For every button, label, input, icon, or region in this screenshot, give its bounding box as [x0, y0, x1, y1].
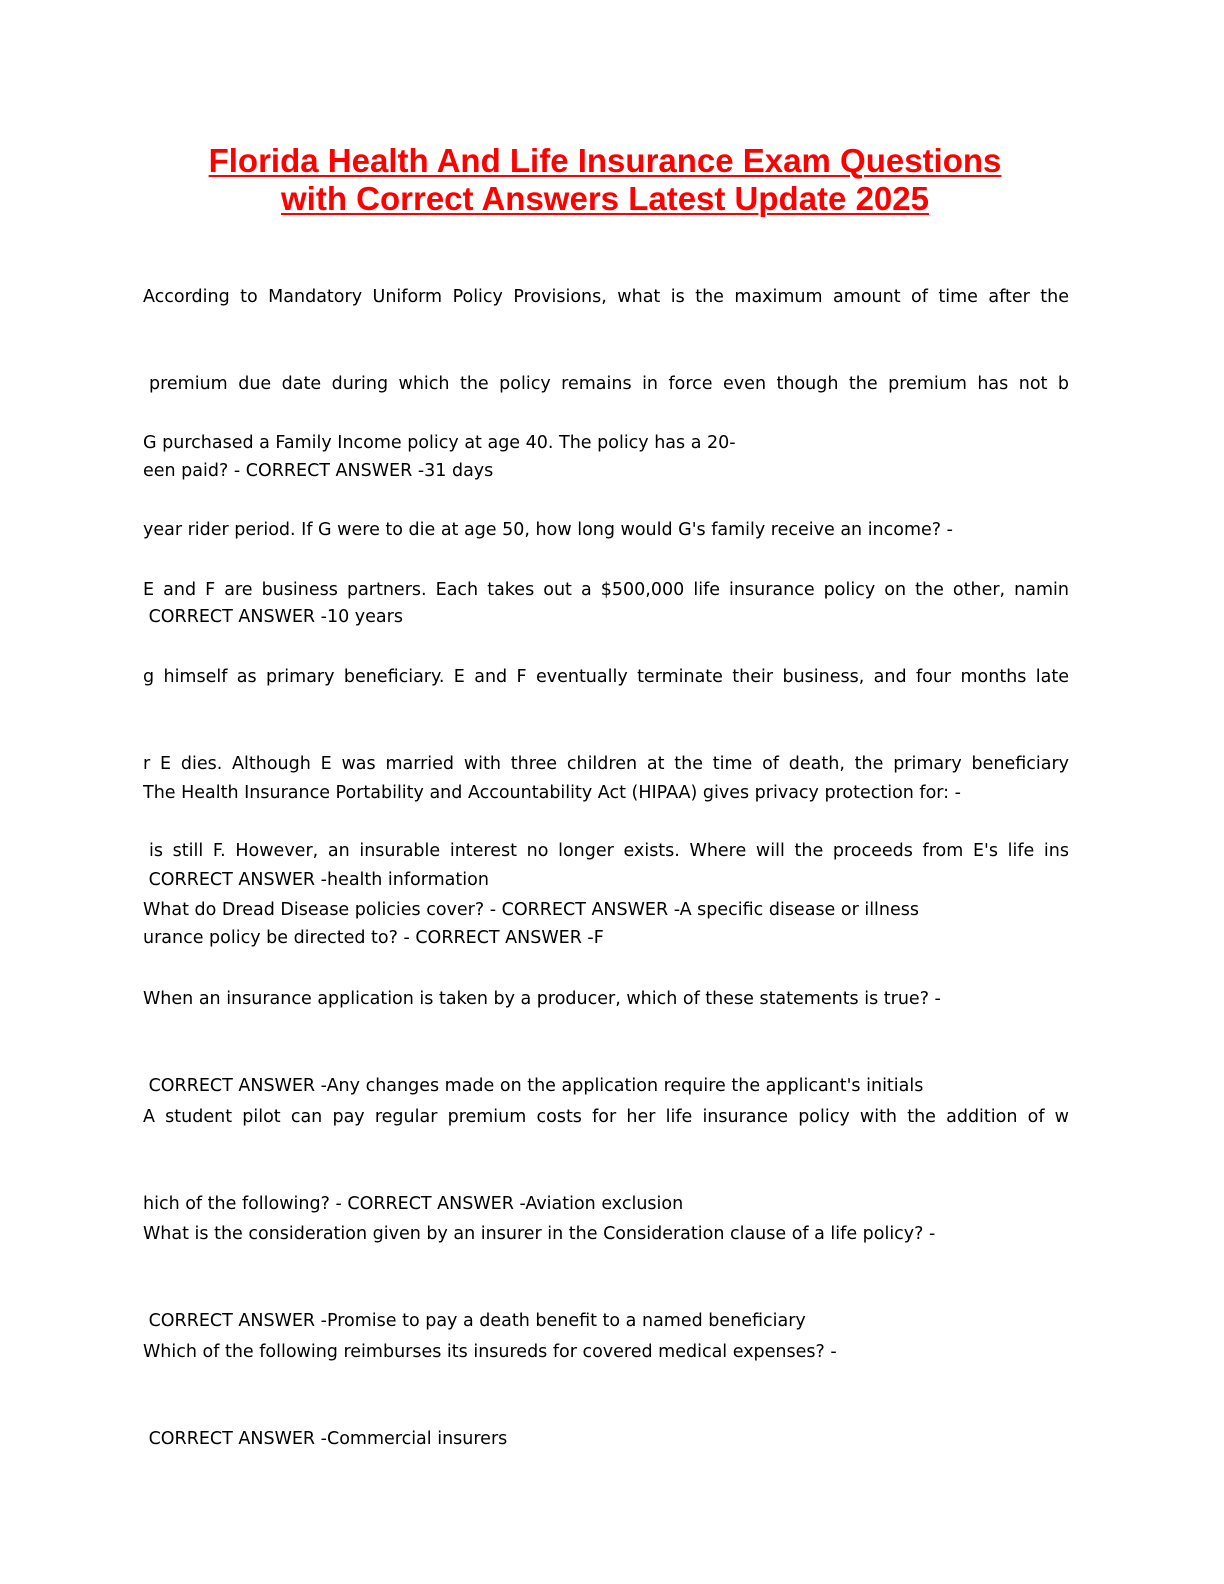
title-line: with Correct Answers Latest Update 2025	[281, 180, 929, 217]
qa-line: een paid? - CORRECT ANSWER -31 days	[143, 461, 494, 481]
qa-item	[143, 1280, 1069, 1512]
title-line: Florida Health And Life Insurance Exam Questions	[208, 142, 1002, 179]
qa-line: is still F. However, an insurable interest no longer exists. Where will the proceeds from E's life ins	[149, 841, 1069, 861]
qa-line: CORRECT ANSWER -10 years	[143, 607, 403, 627]
qa-line: E and F are business partners. Each takes out a $500,000 life insurance policy on the other, namin	[143, 580, 1069, 600]
qa-line: Which of the following reimburses its insureds for covered medical expenses? -	[143, 1342, 837, 1362]
qa-line: What do Dread Disease policies cover? - CORRECT ANSWER -A specific disease or illness	[143, 900, 920, 920]
qa-line: hich of the following? - CORRECT ANSWER -Aviation exclusion	[143, 1194, 684, 1214]
qa-line: premium due date during which the policy remains in force even though the premium has not b	[149, 374, 1069, 394]
qa-line: When an insurance application is taken by a producer, which of these statements is true? -	[143, 989, 941, 1009]
qa-line: What is the consideration given by an insurer in the Consideration clause of a life policy? -	[143, 1224, 936, 1244]
qa-line: CORRECT ANSWER -health information	[143, 870, 489, 890]
qa-line: year rider period. If G were to die at age 50, how long would G's family receive an income? -	[143, 520, 953, 540]
qa-line: The Health Insurance Portability and Accountability Act (HIPAA) gives privacy protection for: -	[143, 783, 961, 803]
qa-line: G purchased a Family Income policy at age 40. The policy has a 20-	[143, 433, 736, 453]
qa-line: A student pilot can pay regular premium costs for her life insurance policy with the addition of w	[143, 1107, 1069, 1127]
qa-line: CORRECT ANSWER -Commercial insurers	[143, 1429, 508, 1449]
qa-line: r E dies. Although E was married with three children at the time of death, the primary beneficiary	[143, 754, 1069, 774]
qa-line: CORRECT ANSWER -Any changes made on the application require the applicant's initials	[143, 1076, 924, 1096]
qa-line: g himself as primary beneficiary. E and F eventually terminate their business, and four months late	[143, 667, 1069, 687]
qa-line: According to Mandatory Uniform Policy Provisions, what is the maximum amount of time after the	[143, 287, 1069, 307]
qa-line: urance policy be directed to? - CORRECT ANSWER -F	[143, 928, 604, 948]
document-title	[143, 142, 1067, 218]
qa-line: CORRECT ANSWER -Promise to pay a death benefit to a named beneficiary	[143, 1311, 806, 1331]
